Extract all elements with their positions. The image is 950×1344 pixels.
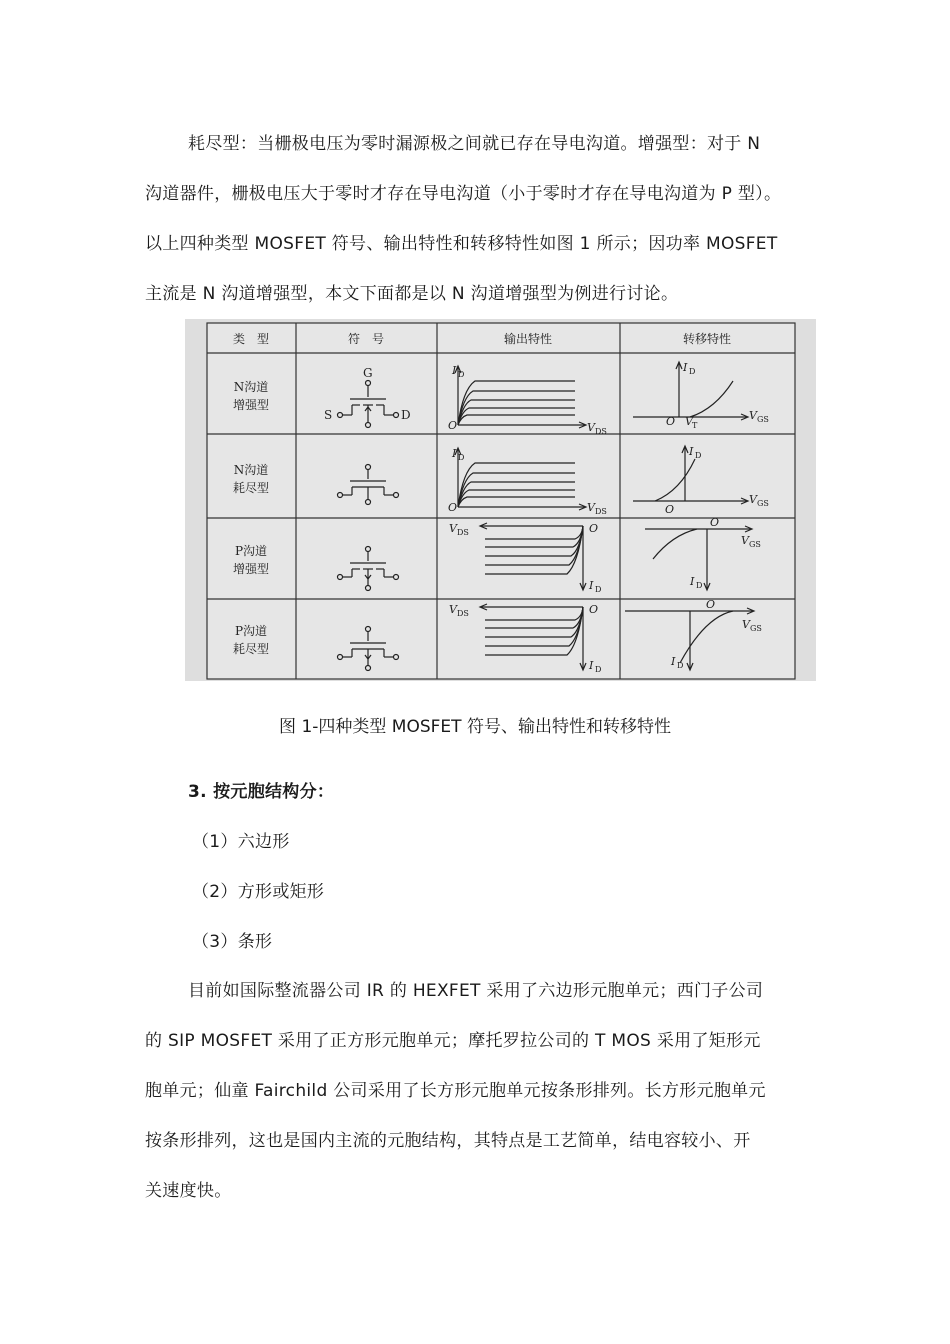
row3-type-line2: 增强型	[232, 562, 270, 576]
row1-type-line2: 增强型	[232, 398, 270, 412]
row4-output-vds-sub: DS	[457, 609, 469, 618]
row4-type-line1: P沟道	[234, 624, 268, 638]
header-output: 输出特性	[503, 332, 553, 346]
row3-type-line1: P沟道	[234, 544, 268, 558]
row2-type-line2: 耗尽型	[232, 481, 270, 495]
row4-transfer-vgs-sub: GS	[750, 624, 762, 633]
row4-output-id-sub: D	[595, 665, 602, 674]
row2-transfer-vgs-sub: GS	[757, 499, 769, 508]
row3-output-origin: O	[589, 522, 599, 535]
row3-output-id: I	[589, 579, 594, 592]
row1-output-origin: O	[448, 419, 458, 432]
row4-output-id: I	[589, 659, 594, 672]
row2-output-origin: O	[448, 501, 458, 514]
row1-output-vds: V	[587, 421, 595, 434]
row3-output-vds: V	[449, 522, 457, 535]
header-symbol: 符 号	[347, 332, 385, 346]
row2-transfer-origin: O	[665, 503, 675, 516]
row2-type-line1: N沟道	[233, 463, 269, 477]
row1-transfer-vgs-sub: GS	[757, 415, 769, 424]
row4-transfer-id: I	[671, 655, 676, 668]
symbol-gate-label: G	[363, 366, 373, 380]
header-transfer: 转移特性	[682, 332, 732, 346]
row3-transfer-origin: O	[710, 516, 720, 529]
row4-transfer-origin: O	[706, 598, 716, 611]
row1-transfer-id: I	[683, 361, 688, 374]
symbol-source-label: S	[324, 408, 333, 422]
row1-output-vds-sub: DS	[595, 427, 607, 436]
list-item-hexagon: （1）六边形	[192, 832, 290, 852]
row4-type-line2: 耗尽型	[232, 642, 270, 656]
list-item-stripe: （3）条形	[192, 932, 273, 952]
row1-transfer-vgs: V	[749, 409, 757, 422]
paragraph1-line1: 耗尽型：当栅极电压为零时漏源极之间就已存在导电沟道。增强型：对于 N	[188, 134, 761, 154]
paragraph2-line2: 的 SIP MOSFET 采用了正方形元胞单元；摩托罗拉公司的 T MOS 采用了矩形元	[145, 1031, 761, 1051]
row1-transfer-origin: O	[666, 415, 676, 428]
row3-transfer-id: I	[690, 575, 695, 588]
paragraph2-line4: 按条形排列，这也是国内主流的元胞结构，其特点是工艺简单，结电容较小、开	[145, 1131, 751, 1151]
row3-transfer-vgs-sub: GS	[749, 540, 761, 549]
row4-transfer-vgs: V	[742, 618, 750, 631]
row3-transfer-vgs: V	[741, 534, 749, 547]
row1-type-line1: N沟道	[233, 380, 269, 394]
paragraph2-line1: 目前如国际整流器公司 IR 的 HEXFET 采用了六边形元胞单元；西门子公司	[188, 981, 764, 1001]
row2-transfer-id-sub: D	[695, 451, 702, 460]
figure-caption: 图 1-四种类型 MOSFET 符号、输出特性和转移特性	[279, 717, 671, 737]
paragraph1-line3: 以上四种类型 MOSFET 符号、输出特性和转移特性如图 1 所示；因功率 MOSFET	[145, 234, 778, 254]
mosfet-types-figure	[185, 319, 816, 681]
row4-transfer-id-sub: D	[677, 661, 684, 670]
row1-transfer-vt: V	[685, 415, 693, 428]
row3-output-vds-sub: DS	[457, 528, 469, 537]
list-item-square: （2）方形或矩形	[192, 882, 325, 902]
row2-output-vds: V	[587, 501, 595, 514]
row2-output-vds-sub: DS	[595, 507, 607, 516]
header-type: 类 型	[232, 332, 270, 346]
row3-transfer-id-sub: D	[696, 581, 703, 590]
row1-transfer-id-sub: D	[689, 367, 696, 376]
row1-transfer-vt-sub: T	[692, 421, 698, 430]
paragraph1-line2: 沟道器件，栅极电压大于零时才存在导电沟道（小于零时才存在导电沟道为 P 型）。	[145, 184, 782, 204]
paragraph2-line3: 胞单元；仙童 Fairchild 公司采用了长方形元胞单元按条形排列。长方形元胞单元	[145, 1081, 766, 1101]
row3-output-id-sub: D	[595, 585, 602, 594]
paragraph2-line5: 关速度快。	[145, 1181, 232, 1201]
symbol-drain-label: D	[401, 408, 411, 422]
row1-output-id: I	[452, 364, 457, 377]
row2-output-id: I	[452, 447, 457, 460]
paragraph1-line4: 主流是 N 沟道增强型，本文下面都是以 N 沟道增强型为例进行讨论。	[145, 284, 679, 304]
row2-output-id-sub: D	[458, 453, 465, 462]
row2-transfer-vgs: V	[749, 493, 757, 506]
row1-output-id-sub: D	[458, 370, 465, 379]
row4-output-vds: V	[449, 603, 457, 616]
row2-transfer-id: I	[689, 445, 694, 458]
row4-output-origin: O	[589, 603, 599, 616]
section-heading: 3. 按元胞结构分：	[188, 782, 335, 802]
